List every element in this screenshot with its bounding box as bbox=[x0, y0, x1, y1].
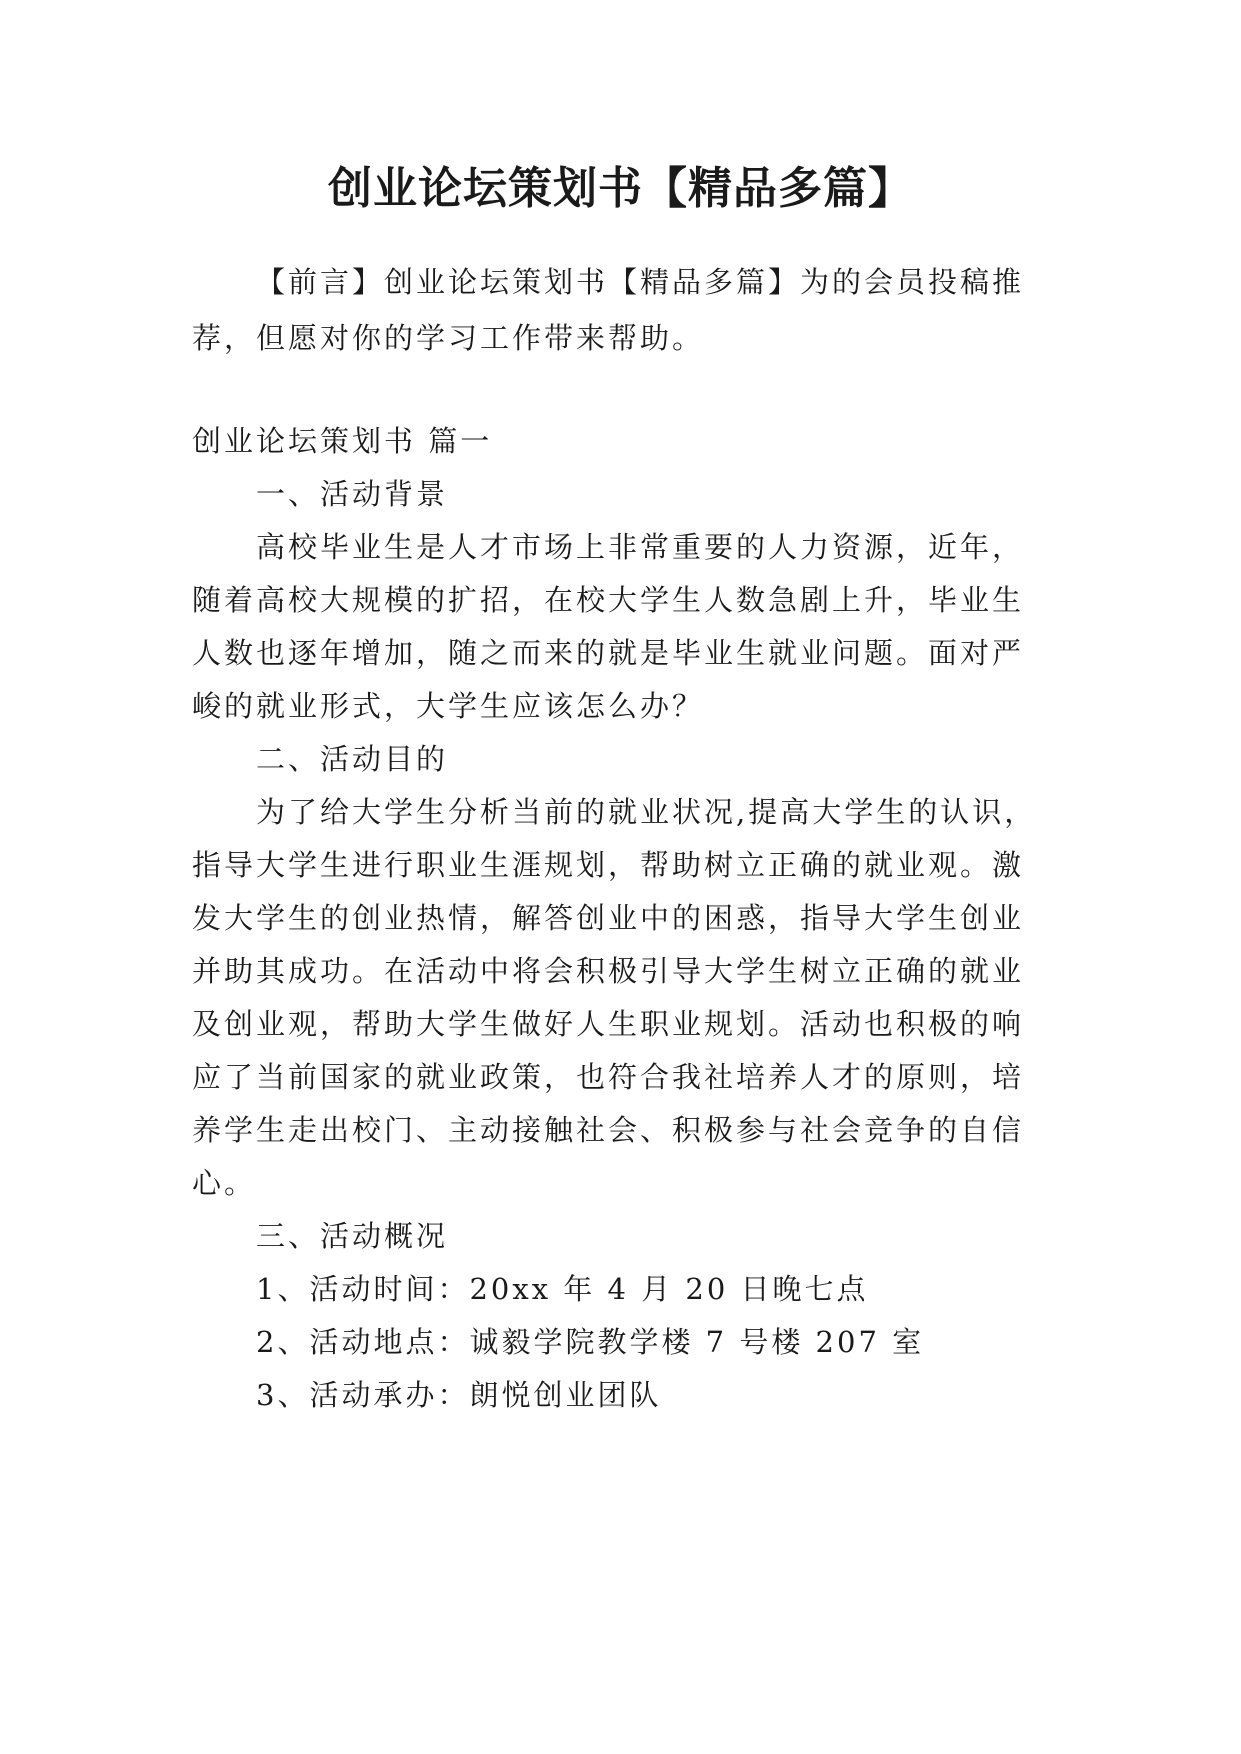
heading-overview: 三、活动概况 bbox=[256, 1219, 449, 1253]
preface-line: 【前言】创业论坛策划书【精品多篇】为的会员投稿推 bbox=[256, 265, 1025, 299]
paragraph-line: 及创业观，帮助大学生做好人生职业规划。活动也积极的响 bbox=[192, 1007, 1025, 1041]
paragraph-line: 心。 bbox=[192, 1166, 257, 1200]
paragraph-line: 随着高校大规模的扩招，在校大学生人数急剧上升，毕业生 bbox=[192, 583, 1025, 617]
paragraph-line: 养学生走出校门、主动接触社会、积极参与社会竞争的自信 bbox=[192, 1113, 1025, 1147]
paragraph-line: 应了当前国家的就业政策，也符合我社培养人才的原则，培 bbox=[192, 1060, 1025, 1094]
paragraph-line: 发大学生的创业热情，解答创业中的困惑，指导大学生创业 bbox=[192, 901, 1025, 935]
overview-item: 2、活动地点：诚毅学院教学楼 7 号楼 207 室 bbox=[256, 1325, 925, 1359]
paragraph-line: 为了给大学生分析当前的就业状况,提高大学生的认识， bbox=[256, 795, 1037, 829]
overview-item: 3、活动承办：朗悦创业团队 bbox=[256, 1378, 662, 1412]
section-title: 创业论坛策划书 篇一 bbox=[192, 424, 493, 458]
paragraph-line: 峻的就业形式，大学生应该怎么办？ bbox=[192, 689, 705, 723]
paragraph-line: 人数也逐年增加，随之而来的就是毕业生就业问题。面对严 bbox=[192, 636, 1025, 670]
paragraph-line: 并助其成功。在活动中将会积极引导大学生树立正确的就业 bbox=[192, 954, 1025, 988]
preface-line: 荐，但愿对你的学习工作带来帮助。 bbox=[192, 321, 705, 355]
heading-background: 一、活动背景 bbox=[256, 477, 449, 511]
paragraph-line: 指导大学生进行职业生涯规划，帮助树立正确的就业观。激 bbox=[192, 848, 1025, 882]
document-title: 创业论坛策划书【精品多篇】 bbox=[328, 163, 913, 214]
heading-purpose: 二、活动目的 bbox=[256, 742, 449, 776]
overview-item: 1、活动时间：20xx 年 4 月 20 日晚七点 bbox=[256, 1272, 869, 1306]
paragraph-line: 高校毕业生是人才市场上非常重要的人力资源，近年， bbox=[256, 530, 1025, 564]
